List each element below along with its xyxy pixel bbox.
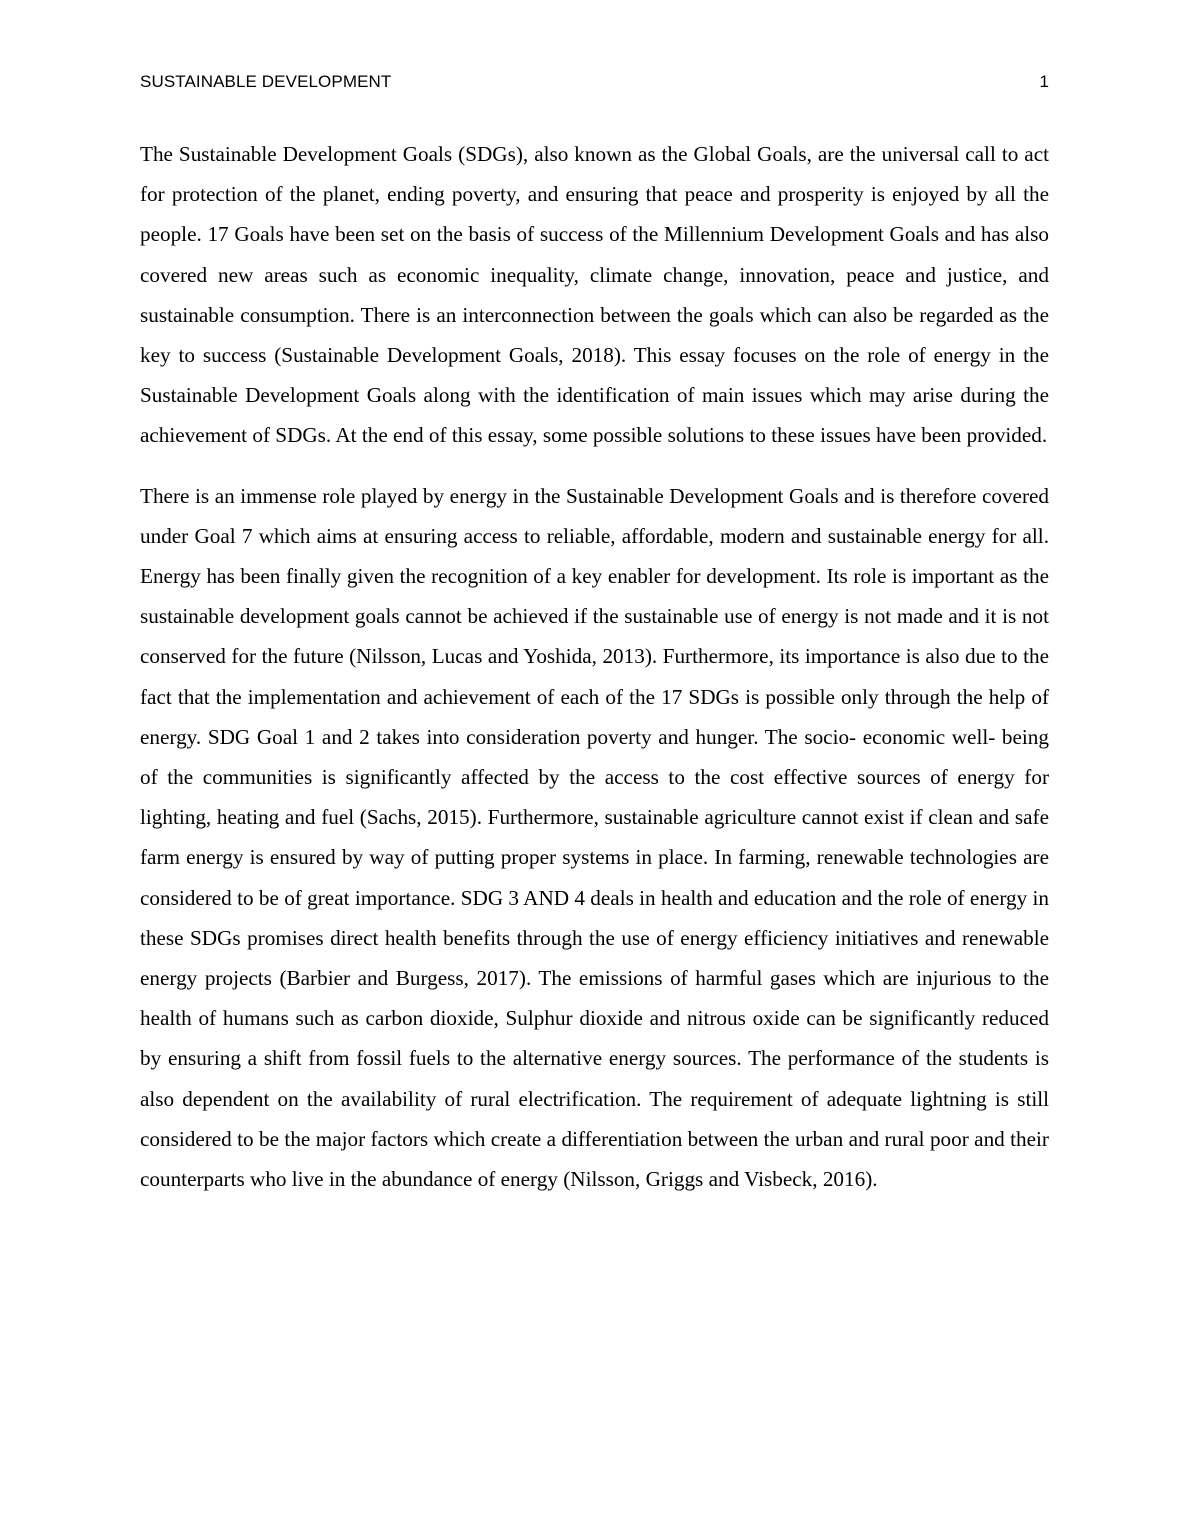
paragraph-intro: The Sustainable Development Goals (SDGs), also known as the Global Goals, are the universal call to act for protection of the planet, ending poverty, and ensuring that peace and prosperity is enjoyed by all the people. 17 Goals have been set on the basis of success of the Millennium Development Goals and has also covered new areas such as economic inequality, climate change, innovation, peace and justice, and sustainable consumption. There is an interconnection between the goals which can also be regarded as the key to success (Sustainable Development Goals, 2018). This essay focuses on the role of energy in the Sustainable Development Goals along with the identification of main issues which may arise during the achievement of SDGs. At the end of this essay, some possible solutions to these issues have been provided. [140,142,1049,448]
running-head: SUSTAINABLE DEVELOPMENT [140,72,392,91]
body-text [140,134,1049,1219]
page-number: 1 [1039,72,1049,91]
paragraph-energy-role: There is an immense role played by energy in the Sustainable Development Goals and is therefore covered under Goal 7 which aims at ensuring access to reliable, affordable, modern and sustainable energy for all. Energy has been finally given the recognition of a key enabler for development. Its role is important as the sustainable development goals cannot be achieved if the sustainable use of energy is not made and it is not conserved for the future (Nilsson, Lucas and Yoshida, 2013). Furthermore, its importance is also due to the fact that the implementation and achievement of each of the 17 SDGs is possible only through the help of energy. SDG Goal 1 and 2 takes into consideration poverty and hunger. The socio- economic well- being of the communities is significantly affected by the access to the cost effective sources of energy for lighting, heating and fuel (Sachs, 2015). Furthermore, sustainable agriculture cannot exist if clean and safe farm energy is ensured by way of putting proper systems in place. In farming, renewable technologies are considered to be of great importance. SDG 3 AND 4 deals in health and education and the role of energy in these SDGs promises direct health benefits through the use of energy efficiency initiatives and renewable energy projects (Barbier and Burgess, 2017). The emissions of harmful gases which are injurious to the health of humans such as carbon dioxide, Sulphur dioxide and nitrous oxide can be significantly reduced by ensuring a shift from fossil fuels to the alternative energy sources. The performance of the students is also dependent on the availability of rural electrification. The requirement of adequate lightning is still considered to be the major factors which create a differentiation between the urban and rural poor and their counterparts who live in the abundance of energy (Nilsson, Griggs and Visbeck, 2016). [140,483,1049,1192]
